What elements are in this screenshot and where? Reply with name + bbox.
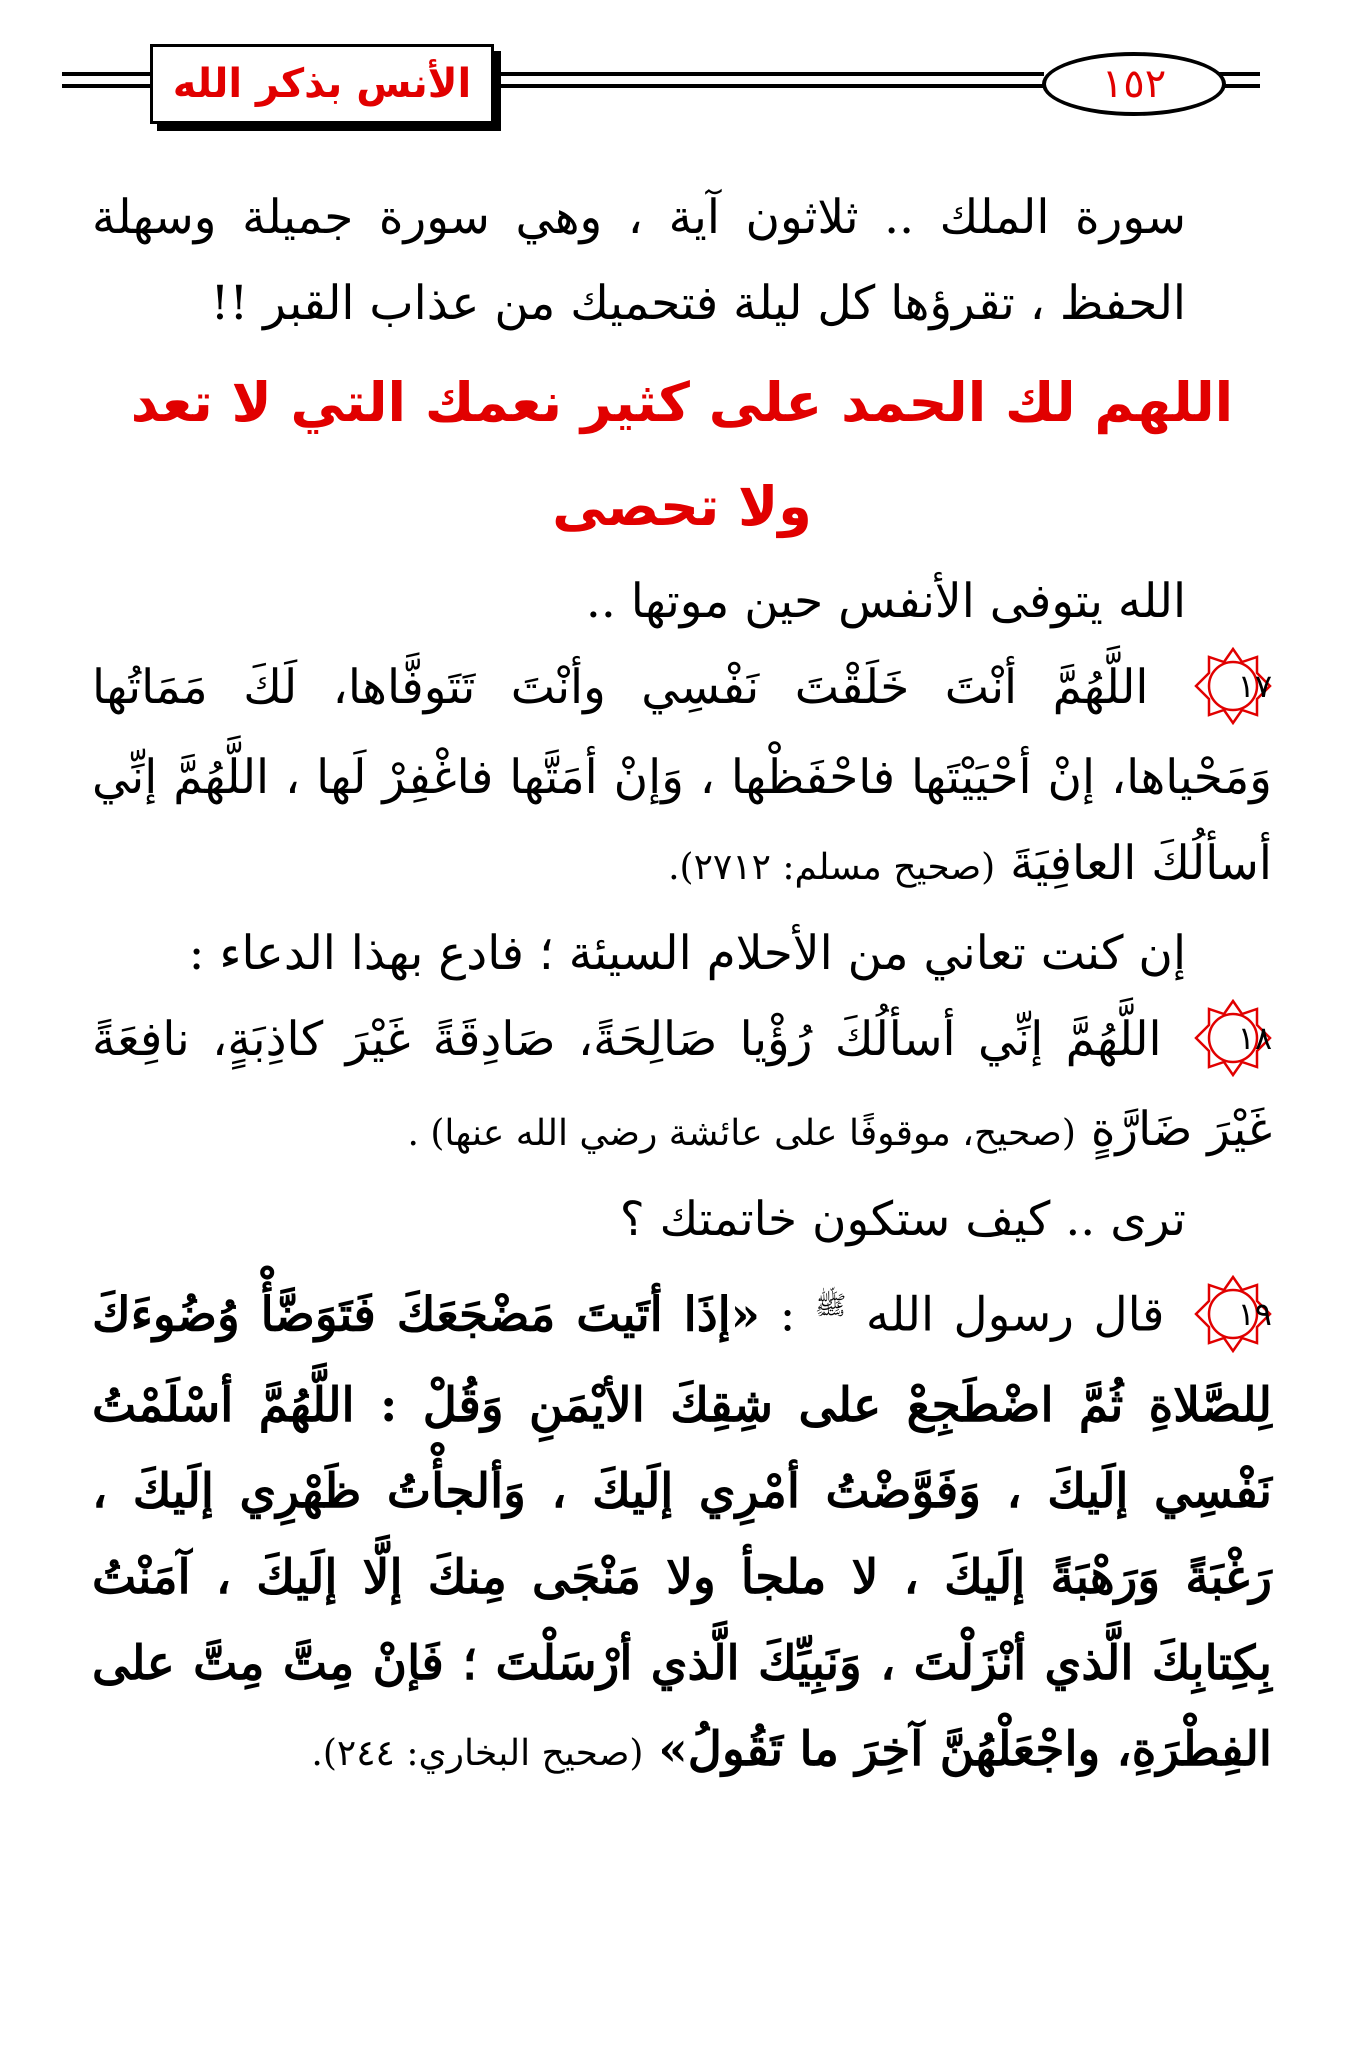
- red-heading: اللهم لك الحمد على كثير نعمك التي لا تعد ولا تحصى: [130, 371, 1234, 538]
- dua-18: [92, 997, 1272, 1177]
- header-rule-left-2: [62, 84, 154, 88]
- dua-number: ١٧: [1237, 667, 1272, 705]
- hadith-colon: :: [760, 1287, 796, 1343]
- dua-number: ١٨: [1237, 1019, 1272, 1057]
- dua-text: اللَّهُمَّ إنِّي أسألُكَ رُؤْيا صَالِحَةً، صَادِقَةً غَيْرَ كاذِبَةٍ، نافِعَةً غَيْرَ ضَارَّةٍ: [92, 1012, 1272, 1157]
- dua-source: (صحيح، موقوفًا على عائشة رضي الله عنها) .: [407, 1113, 1076, 1154]
- page-header: [0, 0, 1356, 140]
- header-rule-right: [1218, 72, 1260, 76]
- header-rule-left: [62, 72, 154, 76]
- page-number-oval: [1042, 52, 1226, 116]
- paragraph-ending: ترى .. كيف ستكون خاتمتك ؟: [619, 1192, 1186, 1247]
- paragraph-bad-dreams: إن كنت تعاني من الأحلام السيئة ؛ فادع بهذا الدعاء :: [188, 926, 1186, 981]
- hadith-intro: قال رسول الله: [865, 1287, 1165, 1343]
- book-title-box: [150, 44, 494, 124]
- hadith-text: «إذَا أتَيتَ مَضْجَعَكَ فَتَوَضَّأْ وُضُوءَكَ لِلصَّلاةِ ثُمَّ اضْطَجِعْ على شِقِكَ الأيْمَنِ وَقُلْ : اللَّهُمَّ أسْلَمْتُ نَفْسِي إلَيكَ ، وَفَوَّضْتُ أمْرِي إلَيكَ ، وَألجأْتُ ظَهْرِي إلَيكَ ، رَغْبَةً وَرَهْبَةً إلَيكَ ، لا ملجأ ولا مَنْجَى مِنكَ إلَّا إلَيكَ ، آمَنْتُ بِكِتابِكَ الَّذي أنْزَلْتَ ، وَنَبِيِّكَ الَّذي أرْسَلْتَ ؛ فَإنْ مِتَّ مِتَّ على الفِطْرَةِ، واجْعَلْهُنَّ آخِرَ ما تَقُولُ»: [92, 1287, 1272, 1777]
- dua-19: [92, 1263, 1272, 1797]
- paragraph-souls: الله يتوفى الأنفس حين موتها ..: [585, 574, 1186, 629]
- header-rule-middle-2: [494, 84, 1044, 88]
- ornament-number-badge: [1194, 1275, 1272, 1353]
- hadith-source: (صحيح البخاري: ٢٤٤).: [311, 1732, 644, 1774]
- page-number: ١٥٢: [1101, 61, 1167, 107]
- ornament-number-badge: [1194, 999, 1272, 1077]
- dua-number: ١٩: [1237, 1294, 1272, 1333]
- honorific-seal: ﷺ: [814, 1291, 847, 1321]
- dua-text: اللَّهُمَّ أنْتَ خَلَقْتَ نَفْسِي وأنْتَ تَتَوفَّاها، لَكَ مَمَاتُها وَمَحْياها، إنْ أحْيَيْتَها فاحْفَظْها ، وَإنْ أمَتَّها فاغْفِرْ لَها ، اللَّهُمَّ إنِّي أسألُكَ العافِيَةَ: [92, 660, 1272, 891]
- book-title: الأنس بذكر الله: [172, 61, 472, 107]
- ornament-number-badge: [1194, 647, 1272, 725]
- header-rule-middle: [494, 72, 1044, 76]
- dua-17: [92, 645, 1272, 911]
- page-body: [92, 175, 1272, 1797]
- dua-source: (صحيح مسلم: ٢٧١٢).: [668, 847, 996, 888]
- paragraph-surah-mulk: سورة الملك .. ثلاثون آية ، وهي سورة جميلة وسهلة الحفظ ، تقرؤها كل ليلة فتحميك من عذاب القبر !!: [92, 190, 1186, 331]
